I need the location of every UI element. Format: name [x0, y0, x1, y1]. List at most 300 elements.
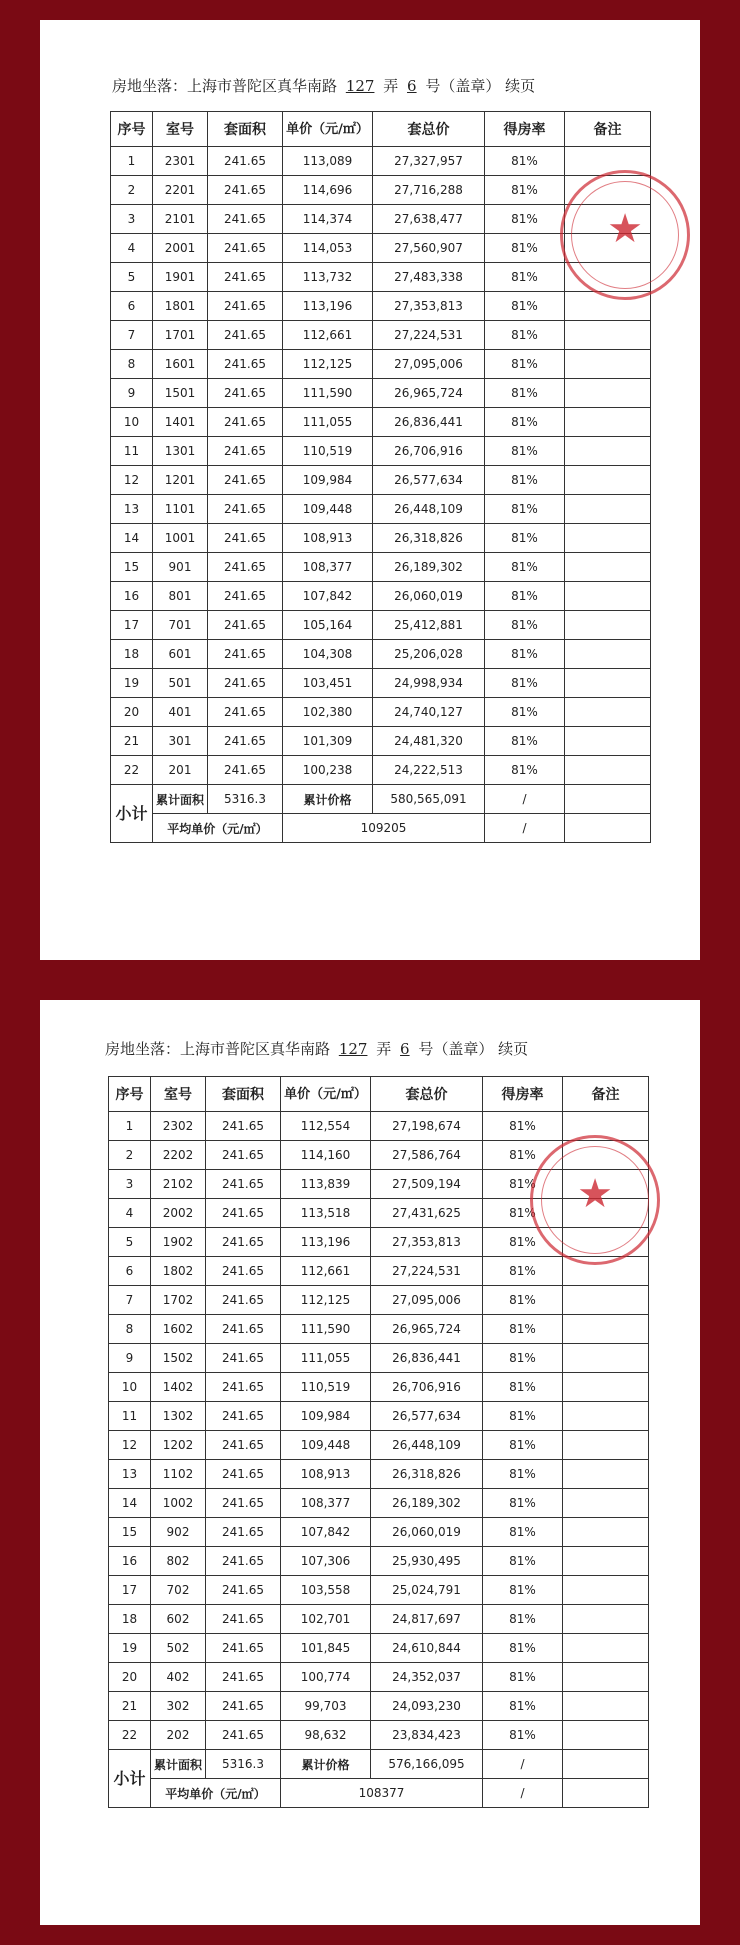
table-row — [111, 727, 651, 756]
table-cell: 108,913 — [281, 1460, 371, 1489]
table-cell — [565, 466, 651, 495]
table-cell: 241.65 — [208, 292, 283, 321]
table-cell: 2202 — [151, 1141, 206, 1170]
header-prefix: 房地坐落： — [112, 77, 188, 95]
table-cell: 81% — [483, 1605, 563, 1634]
table-cell: 22 — [111, 756, 153, 785]
table-cell: 27,560,907 — [373, 234, 485, 263]
table-cell: 241.65 — [206, 1692, 281, 1721]
table-cell: 81% — [483, 1721, 563, 1750]
table-cell: 19 — [111, 669, 153, 698]
table-row — [111, 437, 651, 466]
table-cell: 15 — [111, 553, 153, 582]
table-cell: 27,095,006 — [371, 1286, 483, 1315]
table-cell: 1601 — [153, 350, 208, 379]
table-cell — [563, 1663, 649, 1692]
table-row — [109, 1489, 649, 1518]
table-cell: 81% — [485, 147, 565, 176]
table-cell: 9 — [109, 1344, 151, 1373]
table-cell: 2102 — [151, 1170, 206, 1199]
table-cell: 81% — [483, 1141, 563, 1170]
table-cell: 1501 — [153, 379, 208, 408]
table-cell: 81% — [485, 756, 565, 785]
table-cell: 241.65 — [208, 234, 283, 263]
table-cell: 801 — [153, 582, 208, 611]
table-cell: 241.65 — [206, 1721, 281, 1750]
table-cell: 24,998,934 — [373, 669, 485, 698]
table-cell: 1402 — [151, 1373, 206, 1402]
total-price-label: 累计价格 — [283, 785, 373, 814]
table-cell — [565, 669, 651, 698]
table-cell: 241.65 — [206, 1344, 281, 1373]
table-cell — [563, 1692, 649, 1721]
column-header: 单价（元/㎡） — [281, 1077, 371, 1112]
table-cell: 99,703 — [281, 1692, 371, 1721]
table-cell: 1302 — [151, 1402, 206, 1431]
table-cell: 26,836,441 — [371, 1344, 483, 1373]
table-cell — [563, 1721, 649, 1750]
table-cell: 241.65 — [206, 1199, 281, 1228]
table-cell: 1702 — [151, 1286, 206, 1315]
table-cell: 241.65 — [208, 321, 283, 350]
table-cell: 112,554 — [281, 1112, 371, 1141]
table-row — [109, 1605, 649, 1634]
table-cell: 241.65 — [208, 553, 283, 582]
table-cell: 20 — [111, 698, 153, 727]
table-row — [111, 379, 651, 408]
table-cell: 24,817,697 — [371, 1605, 483, 1634]
table-cell: 110,519 — [283, 437, 373, 466]
table-cell: 502 — [151, 1634, 206, 1663]
table-cell: 241.65 — [208, 611, 283, 640]
table-row — [109, 1402, 649, 1431]
table-cell: 27,198,674 — [371, 1112, 483, 1141]
table-cell: 27,586,764 — [371, 1141, 483, 1170]
slash-cell: / — [483, 1779, 563, 1808]
table-cell: 111,055 — [283, 408, 373, 437]
table-row — [111, 321, 651, 350]
table-cell: 5 — [109, 1228, 151, 1257]
table-cell — [565, 408, 651, 437]
table-cell: 241.65 — [206, 1141, 281, 1170]
column-header: 套面积 — [208, 112, 283, 147]
table-cell — [565, 350, 651, 379]
table-cell: 24,222,513 — [373, 756, 485, 785]
table-cell: 1902 — [151, 1228, 206, 1257]
table-cell: 241.65 — [206, 1112, 281, 1141]
table-cell: 1602 — [151, 1315, 206, 1344]
table-cell: 26,577,634 — [373, 466, 485, 495]
table-cell: 26,060,019 — [371, 1518, 483, 1547]
table-row — [109, 1634, 649, 1663]
table-cell: 241.65 — [208, 408, 283, 437]
table-cell: 113,839 — [281, 1170, 371, 1199]
table-cell: 26,448,109 — [373, 495, 485, 524]
header-lane: 127 — [338, 1040, 368, 1058]
table-cell: 113,196 — [283, 292, 373, 321]
table-cell: 241.65 — [206, 1431, 281, 1460]
column-header: 套总价 — [371, 1077, 483, 1112]
table-cell — [563, 1315, 649, 1344]
table-cell: 24,610,844 — [371, 1634, 483, 1663]
table-cell: 2 — [109, 1141, 151, 1170]
table-cell: 108,377 — [283, 553, 373, 582]
header-location: 上海市普陀区真华南路 — [187, 77, 338, 95]
table-cell: 241.65 — [208, 669, 283, 698]
table-cell: 601 — [153, 640, 208, 669]
table-cell: 241.65 — [208, 437, 283, 466]
table-row — [111, 611, 651, 640]
table-cell — [565, 553, 651, 582]
table-cell: 112,661 — [283, 321, 373, 350]
table-cell: 4 — [111, 234, 153, 263]
table-row — [111, 350, 651, 379]
header-building: 6 — [400, 1040, 410, 1058]
column-header: 室号 — [151, 1077, 206, 1112]
table-cell: 3 — [109, 1170, 151, 1199]
price-sheet-page-1 — [40, 20, 700, 960]
table-cell: 26,577,634 — [371, 1402, 483, 1431]
table-cell: 241.65 — [206, 1170, 281, 1199]
total-price-label: 累计价格 — [281, 1750, 371, 1779]
table-cell: 241.65 — [208, 640, 283, 669]
table-cell: 24,481,320 — [373, 727, 485, 756]
table-row — [109, 1692, 649, 1721]
table-cell: 1901 — [153, 263, 208, 292]
table-cell — [563, 1576, 649, 1605]
table-cell: 241.65 — [208, 524, 283, 553]
table-cell: 107,842 — [283, 582, 373, 611]
table-row — [111, 553, 651, 582]
header-continued: 续页 — [498, 1040, 529, 1058]
table-cell: 81% — [483, 1170, 563, 1199]
table-cell: 4 — [109, 1199, 151, 1228]
average-price-label: 平均单价（元/㎡） — [151, 1779, 281, 1808]
table-row — [111, 669, 651, 698]
table-cell — [565, 698, 651, 727]
remark-cell — [563, 1779, 649, 1808]
header-building-suffix: 号（盖章） — [418, 1040, 494, 1058]
document-header — [105, 1038, 528, 1059]
header-building: 6 — [407, 77, 417, 95]
table-cell: 2001 — [153, 234, 208, 263]
table-cell: 109,448 — [283, 495, 373, 524]
table-cell: 241.65 — [208, 698, 283, 727]
table-row — [109, 1518, 649, 1547]
slash-cell: / — [483, 1750, 563, 1779]
table-cell: 501 — [153, 669, 208, 698]
slash-cell: / — [485, 785, 565, 814]
table-cell: 241.65 — [208, 495, 283, 524]
table-cell: 7 — [111, 321, 153, 350]
remark-cell — [563, 1750, 649, 1779]
table-cell: 24,352,037 — [371, 1663, 483, 1692]
table-cell — [565, 640, 651, 669]
table-cell: 21 — [111, 727, 153, 756]
table-cell: 109,448 — [281, 1431, 371, 1460]
table-cell: 1801 — [153, 292, 208, 321]
table-cell: 8 — [109, 1315, 151, 1344]
average-row — [109, 1779, 649, 1808]
remark-cell — [565, 785, 651, 814]
table-cell: 241.65 — [206, 1315, 281, 1344]
table-cell: 114,053 — [283, 234, 373, 263]
table-cell: 26,965,724 — [373, 379, 485, 408]
table-cell: 1301 — [153, 437, 208, 466]
table-cell: 6 — [109, 1257, 151, 1286]
table-cell: 81% — [483, 1228, 563, 1257]
table-cell: 27,353,813 — [371, 1228, 483, 1257]
table-cell: 81% — [483, 1634, 563, 1663]
table-cell: 110,519 — [281, 1373, 371, 1402]
table-cell: 802 — [151, 1547, 206, 1576]
table-cell: 26,318,826 — [371, 1460, 483, 1489]
table-cell: 81% — [483, 1518, 563, 1547]
column-header: 备注 — [565, 112, 651, 147]
table-cell: 81% — [483, 1663, 563, 1692]
table-cell: 81% — [485, 582, 565, 611]
table-row — [109, 1547, 649, 1576]
official-seal-icon: ★ — [530, 1135, 660, 1265]
table-row — [111, 756, 651, 785]
table-cell: 241.65 — [208, 379, 283, 408]
table-cell: 701 — [153, 611, 208, 640]
table-cell: 241.65 — [208, 147, 283, 176]
table-cell: 13 — [111, 495, 153, 524]
header-continued: 续页 — [505, 77, 536, 95]
table-cell: 81% — [483, 1344, 563, 1373]
table-cell: 81% — [485, 524, 565, 553]
table-row — [109, 1373, 649, 1402]
table-cell — [563, 1431, 649, 1460]
table-cell: 101,309 — [283, 727, 373, 756]
table-cell: 18 — [111, 640, 153, 669]
table-cell: 2301 — [153, 147, 208, 176]
table-cell: 1202 — [151, 1431, 206, 1460]
table-cell: 111,055 — [281, 1344, 371, 1373]
table-cell: 3 — [111, 205, 153, 234]
table-cell: 1701 — [153, 321, 208, 350]
table-cell: 26,189,302 — [371, 1489, 483, 1518]
table-cell — [563, 1489, 649, 1518]
table-cell: 1502 — [151, 1344, 206, 1373]
table-cell: 27,716,288 — [373, 176, 485, 205]
document-header — [112, 75, 535, 96]
table-cell: 10 — [111, 408, 153, 437]
table-cell: 100,238 — [283, 756, 373, 785]
table-cell: 1001 — [153, 524, 208, 553]
table-cell: 81% — [485, 176, 565, 205]
subtotal-label: 小计 — [109, 1750, 151, 1808]
table-cell: 27,431,625 — [371, 1199, 483, 1228]
table-row — [109, 1112, 649, 1141]
table-cell: 12 — [109, 1431, 151, 1460]
table-cell: 2002 — [151, 1199, 206, 1228]
table-cell: 81% — [483, 1547, 563, 1576]
table-cell: 241.65 — [206, 1489, 281, 1518]
table-cell: 602 — [151, 1605, 206, 1634]
table-cell: 81% — [485, 553, 565, 582]
header-prefix: 房地坐落： — [105, 1040, 181, 1058]
table-cell: 25,024,791 — [371, 1576, 483, 1605]
table-cell — [563, 1460, 649, 1489]
table-cell: 6 — [111, 292, 153, 321]
table-cell: 111,590 — [281, 1315, 371, 1344]
table-cell: 103,451 — [283, 669, 373, 698]
table-cell: 102,701 — [281, 1605, 371, 1634]
total-price-value: 580,565,091 — [373, 785, 485, 814]
table-cell: 241.65 — [206, 1373, 281, 1402]
table-row — [109, 1663, 649, 1692]
table-cell: 241.65 — [206, 1663, 281, 1692]
table-cell: 241.65 — [206, 1518, 281, 1547]
table-cell: 26,318,826 — [373, 524, 485, 553]
table-cell: 13 — [109, 1460, 151, 1489]
total-area-value: 5316.3 — [208, 785, 283, 814]
table-cell: 81% — [485, 698, 565, 727]
table-cell — [563, 1344, 649, 1373]
table-cell: 107,842 — [281, 1518, 371, 1547]
table-cell: 112,125 — [281, 1286, 371, 1315]
header-lane-suffix: 弄 — [376, 1040, 392, 1058]
table-cell: 241.65 — [206, 1286, 281, 1315]
column-header: 序号 — [109, 1077, 151, 1112]
table-cell: 26,836,441 — [373, 408, 485, 437]
table-row — [111, 640, 651, 669]
table-cell: 14 — [109, 1489, 151, 1518]
table-cell: 108,377 — [281, 1489, 371, 1518]
table-cell: 7 — [109, 1286, 151, 1315]
table-cell: 24,740,127 — [373, 698, 485, 727]
table-cell: 901 — [153, 553, 208, 582]
table-cell: 10 — [109, 1373, 151, 1402]
table-cell: 81% — [483, 1286, 563, 1315]
total-area-label: 累计面积 — [151, 1750, 206, 1779]
table-cell: 81% — [485, 321, 565, 350]
table-cell: 19 — [109, 1634, 151, 1663]
table-cell: 25,206,028 — [373, 640, 485, 669]
table-cell — [563, 1634, 649, 1663]
table-cell: 241.65 — [206, 1547, 281, 1576]
table-cell: 81% — [485, 379, 565, 408]
column-header: 得房率 — [483, 1077, 563, 1112]
column-header: 单价（元/㎡） — [283, 112, 373, 147]
table-cell: 16 — [109, 1547, 151, 1576]
column-header: 备注 — [563, 1077, 649, 1112]
table-cell: 101,845 — [281, 1634, 371, 1663]
table-cell: 20 — [109, 1663, 151, 1692]
table-cell: 81% — [485, 205, 565, 234]
table-cell: 25,930,495 — [371, 1547, 483, 1576]
table-cell: 109,984 — [281, 1402, 371, 1431]
table-cell: 241.65 — [206, 1576, 281, 1605]
table-cell: 114,696 — [283, 176, 373, 205]
table-cell: 112,125 — [283, 350, 373, 379]
table-cell: 81% — [485, 640, 565, 669]
table-cell — [565, 756, 651, 785]
table-cell: 1 — [111, 147, 153, 176]
header-lane-suffix: 弄 — [383, 77, 399, 95]
table-cell: 23,834,423 — [371, 1721, 483, 1750]
table-cell: 241.65 — [206, 1605, 281, 1634]
table-cell: 26,965,724 — [371, 1315, 483, 1344]
header-lane: 127 — [345, 77, 375, 95]
table-cell: 109,984 — [283, 466, 373, 495]
official-seal-icon: ★ — [560, 170, 690, 300]
table-cell: 11 — [109, 1402, 151, 1431]
table-cell: 81% — [483, 1257, 563, 1286]
table-cell: 81% — [485, 669, 565, 698]
table-cell: 2 — [111, 176, 153, 205]
table-cell: 11 — [111, 437, 153, 466]
table-cell: 81% — [485, 466, 565, 495]
table-cell: 241.65 — [206, 1634, 281, 1663]
table-cell: 2201 — [153, 176, 208, 205]
table-cell: 241.65 — [206, 1460, 281, 1489]
table-cell — [563, 1402, 649, 1431]
table-cell: 26,448,109 — [371, 1431, 483, 1460]
table-cell: 81% — [483, 1460, 563, 1489]
table-cell: 103,558 — [281, 1576, 371, 1605]
table-cell: 112,661 — [281, 1257, 371, 1286]
average-price-label: 平均单价（元/㎡） — [153, 814, 283, 843]
table-cell: 27,327,957 — [373, 147, 485, 176]
price-sheet-page-2 — [40, 1000, 700, 1925]
table-cell: 1401 — [153, 408, 208, 437]
table-cell: 81% — [485, 611, 565, 640]
table-cell: 1102 — [151, 1460, 206, 1489]
table-row — [109, 1431, 649, 1460]
average-row — [111, 814, 651, 843]
table-cell: 81% — [483, 1373, 563, 1402]
table-cell: 26,189,302 — [373, 553, 485, 582]
table-cell: 81% — [483, 1489, 563, 1518]
table-cell — [563, 1286, 649, 1315]
table-cell: 9 — [111, 379, 153, 408]
table-cell — [565, 379, 651, 408]
table-cell: 102,380 — [283, 698, 373, 727]
column-header: 套面积 — [206, 1077, 281, 1112]
table-row — [109, 1315, 649, 1344]
total-area-value: 5316.3 — [206, 1750, 281, 1779]
table-cell: 241.65 — [208, 350, 283, 379]
table-cell: 402 — [151, 1663, 206, 1692]
column-header: 室号 — [153, 112, 208, 147]
header-building-suffix: 号（盖章） — [425, 77, 501, 95]
table-cell: 17 — [111, 611, 153, 640]
table-cell: 27,095,006 — [373, 350, 485, 379]
table-cell: 24,093,230 — [371, 1692, 483, 1721]
table-cell: 241.65 — [206, 1257, 281, 1286]
table-cell: 241.65 — [208, 727, 283, 756]
table-cell: 241.65 — [208, 756, 283, 785]
total-price-value: 576,166,095 — [371, 1750, 483, 1779]
table-cell: 241.65 — [208, 205, 283, 234]
table-cell: 81% — [485, 263, 565, 292]
table-cell: 81% — [485, 408, 565, 437]
table-cell: 1101 — [153, 495, 208, 524]
table-cell: 16 — [111, 582, 153, 611]
table-cell: 100,774 — [281, 1663, 371, 1692]
table-cell: 105,164 — [283, 611, 373, 640]
table-cell: 2302 — [151, 1112, 206, 1141]
subtotal-row — [109, 1750, 649, 1779]
table-header-row — [109, 1077, 649, 1112]
table-cell: 113,196 — [281, 1228, 371, 1257]
table-cell: 21 — [109, 1692, 151, 1721]
table-cell: 81% — [485, 727, 565, 756]
table-cell: 27,509,194 — [371, 1170, 483, 1199]
